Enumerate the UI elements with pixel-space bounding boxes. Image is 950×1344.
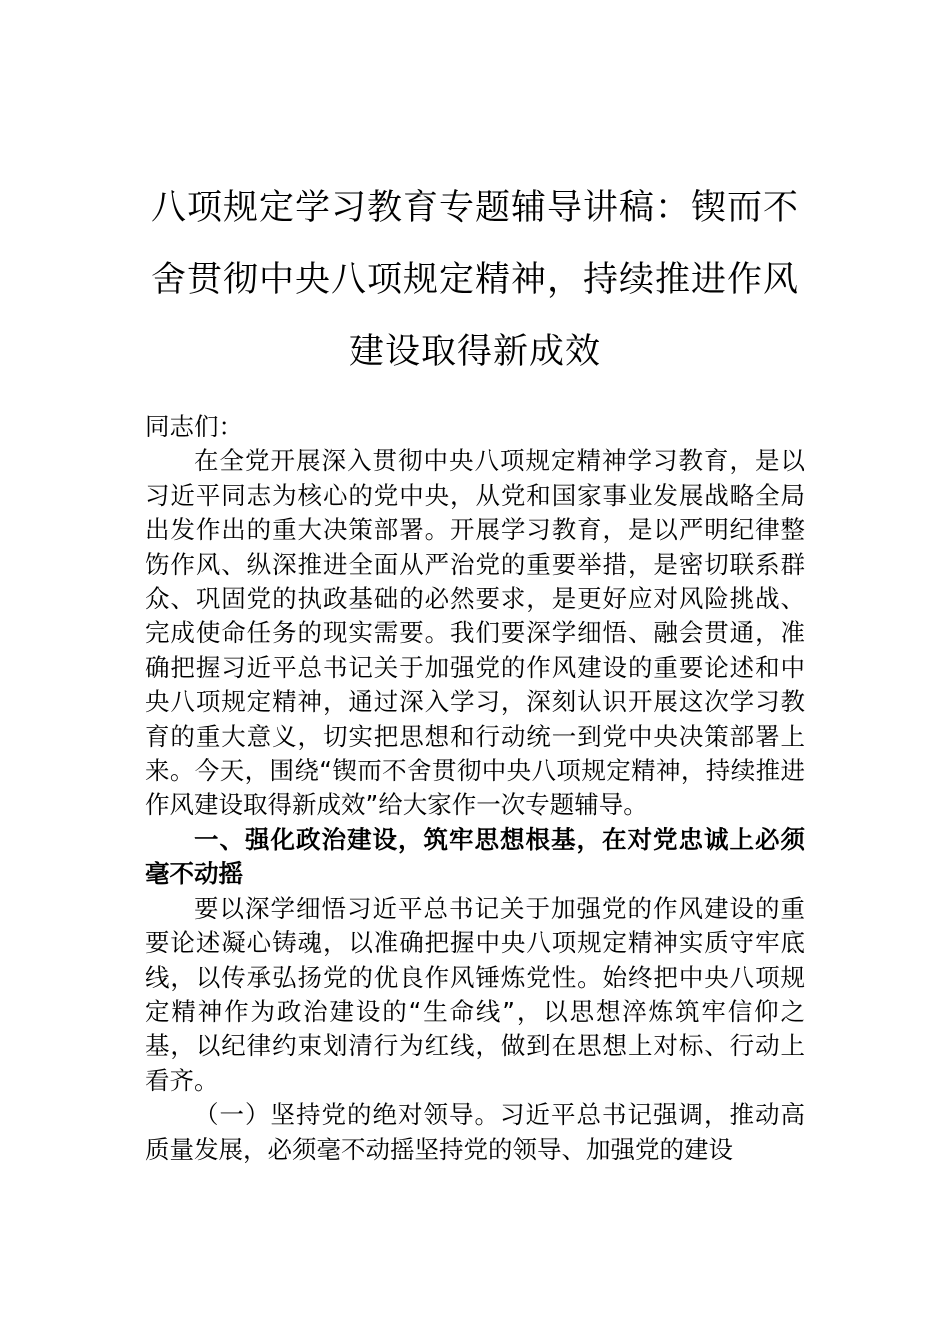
subsection-1-paragraph: （一）坚持党的绝对领导。习近平总书记强调，推动高质量发展，必须毫不动摇坚持党的领导、加强党的建设 [145, 1100, 805, 1164]
intro-paragraph: 在全党开展深入贯彻中央八项规定精神学习教育，是以习近平同志为核心的党中央，从党和国家事业发展战略全局出发作出的重大决策部署。开展学习教育，是以严明纪律整饬作风、纵深推进全面从严治党的重要举措，是密切联系群众、巩固党的执政基础的必然要求，是更好应对风险挑战、完成使命任务的现实需要。我们要深学细悟、融会贯通，准确把握习近平总书记关于加强党的作风建设的重要论述和中央八项规定精神，通过深入学习，深刻认识开展这次学习教育的重大意义，切实把思想和行动统一到党中央决策部署上来。今天，围绕“锲而不舍贯彻中央八项规定精神，持续推进作风建设取得新成效”给大家作一次专题辅导。 [145, 446, 805, 820]
salutation: 同志们： [145, 412, 243, 441]
section-heading-1: 一、强化政治建设，筑牢思想根基，在对党忠诚上必须毫不动摇 [145, 824, 805, 889]
title-line-1: 八项规定学习教育专题辅导讲稿：锲而不 [150, 188, 799, 228]
section-1-paragraph: 要以深学细悟习近平总书记关于加强党的作风建设的重要论述凝心铸魂，以准确把握中央八项规定精神实质守牢底线，以传承弘扬党的优良作风锤炼党性。始终把中央八项规定精神作为政治建设的“生命线”，以思想淬炼筑牢信仰之基，以纪律约束划清行为红线，做到在思想上对标、行动上看齐。 [145, 893, 805, 1095]
document-body [145, 410, 805, 1167]
title-line-3: 建设取得新成效 [348, 332, 601, 372]
document-title [150, 172, 800, 388]
title-line-2: 舍贯彻中央八项规定精神，持续推进作风 [150, 260, 799, 300]
